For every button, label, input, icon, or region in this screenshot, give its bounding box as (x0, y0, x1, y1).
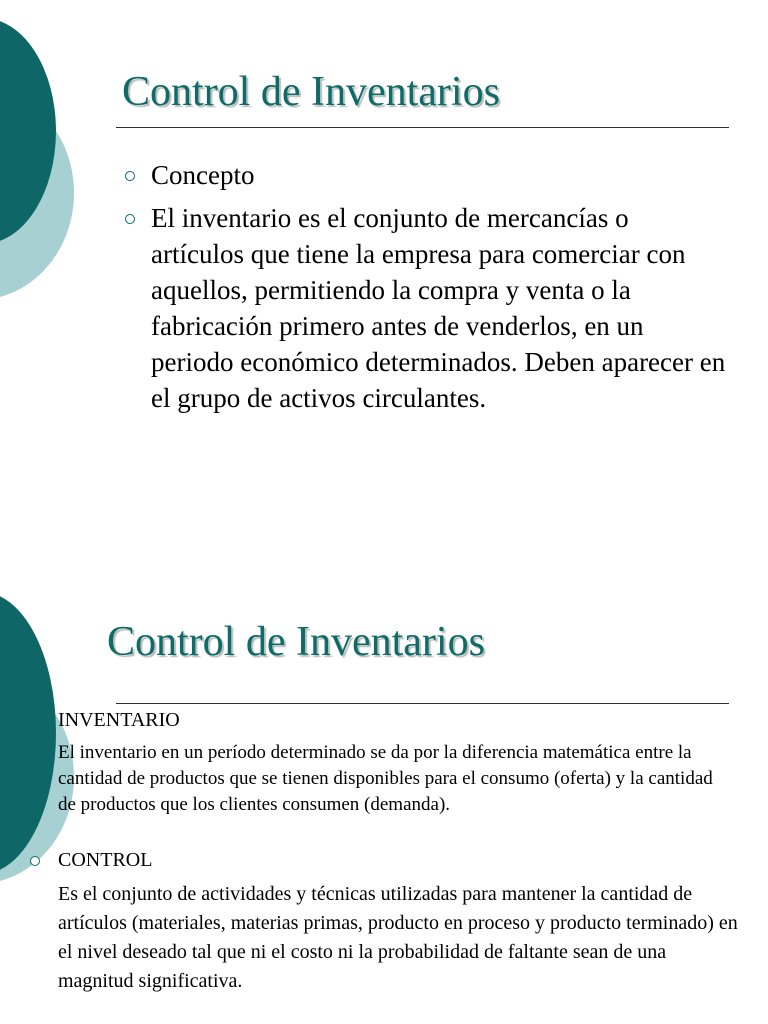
section-heading-control: CONTROL (58, 849, 153, 871)
section-heading-inventario: INVENTARIO (58, 709, 180, 731)
bullet-circle-icon (125, 171, 135, 181)
bullet-circle-icon (125, 214, 135, 224)
slide-title: Control de Inventarios (122, 69, 500, 115)
bullet-circle-icon (30, 856, 40, 866)
slide-2 (0, 512, 768, 1024)
bullet-concepto: Concepto (151, 160, 255, 190)
title-divider (116, 127, 729, 128)
bullet-inventario-definition: El inventario es el conjunto de mercancías o artículos que tiene la empresa para comerciar con aquellos, permitiendo la compra y venta o la fabricación primero antes de venderlos, en un periodo económico determinados. Deben aparecer en el grupo de activos circulantes. (151, 203, 726, 413)
slide-title: Control de Inventarios (107, 619, 485, 665)
title-divider (116, 703, 729, 704)
section-text-inventario: El inventario en un período determinado se da por la diferencia matemática entre la cantidad de productos que se tienen disponibles para el consumo (oferta) y la cantidad de productos que los clientes consumen (demanda). (58, 742, 713, 815)
section-text-control: Es el conjunto de actividades y técnicas utilizadas para mantener la cantidad de artículos (materiales, materias primas, producto en proceso y producto terminado) en el nivel deseado tal que ni el costo ni la probabilidad de faltante sean de una magnitud significativa. (58, 883, 738, 992)
